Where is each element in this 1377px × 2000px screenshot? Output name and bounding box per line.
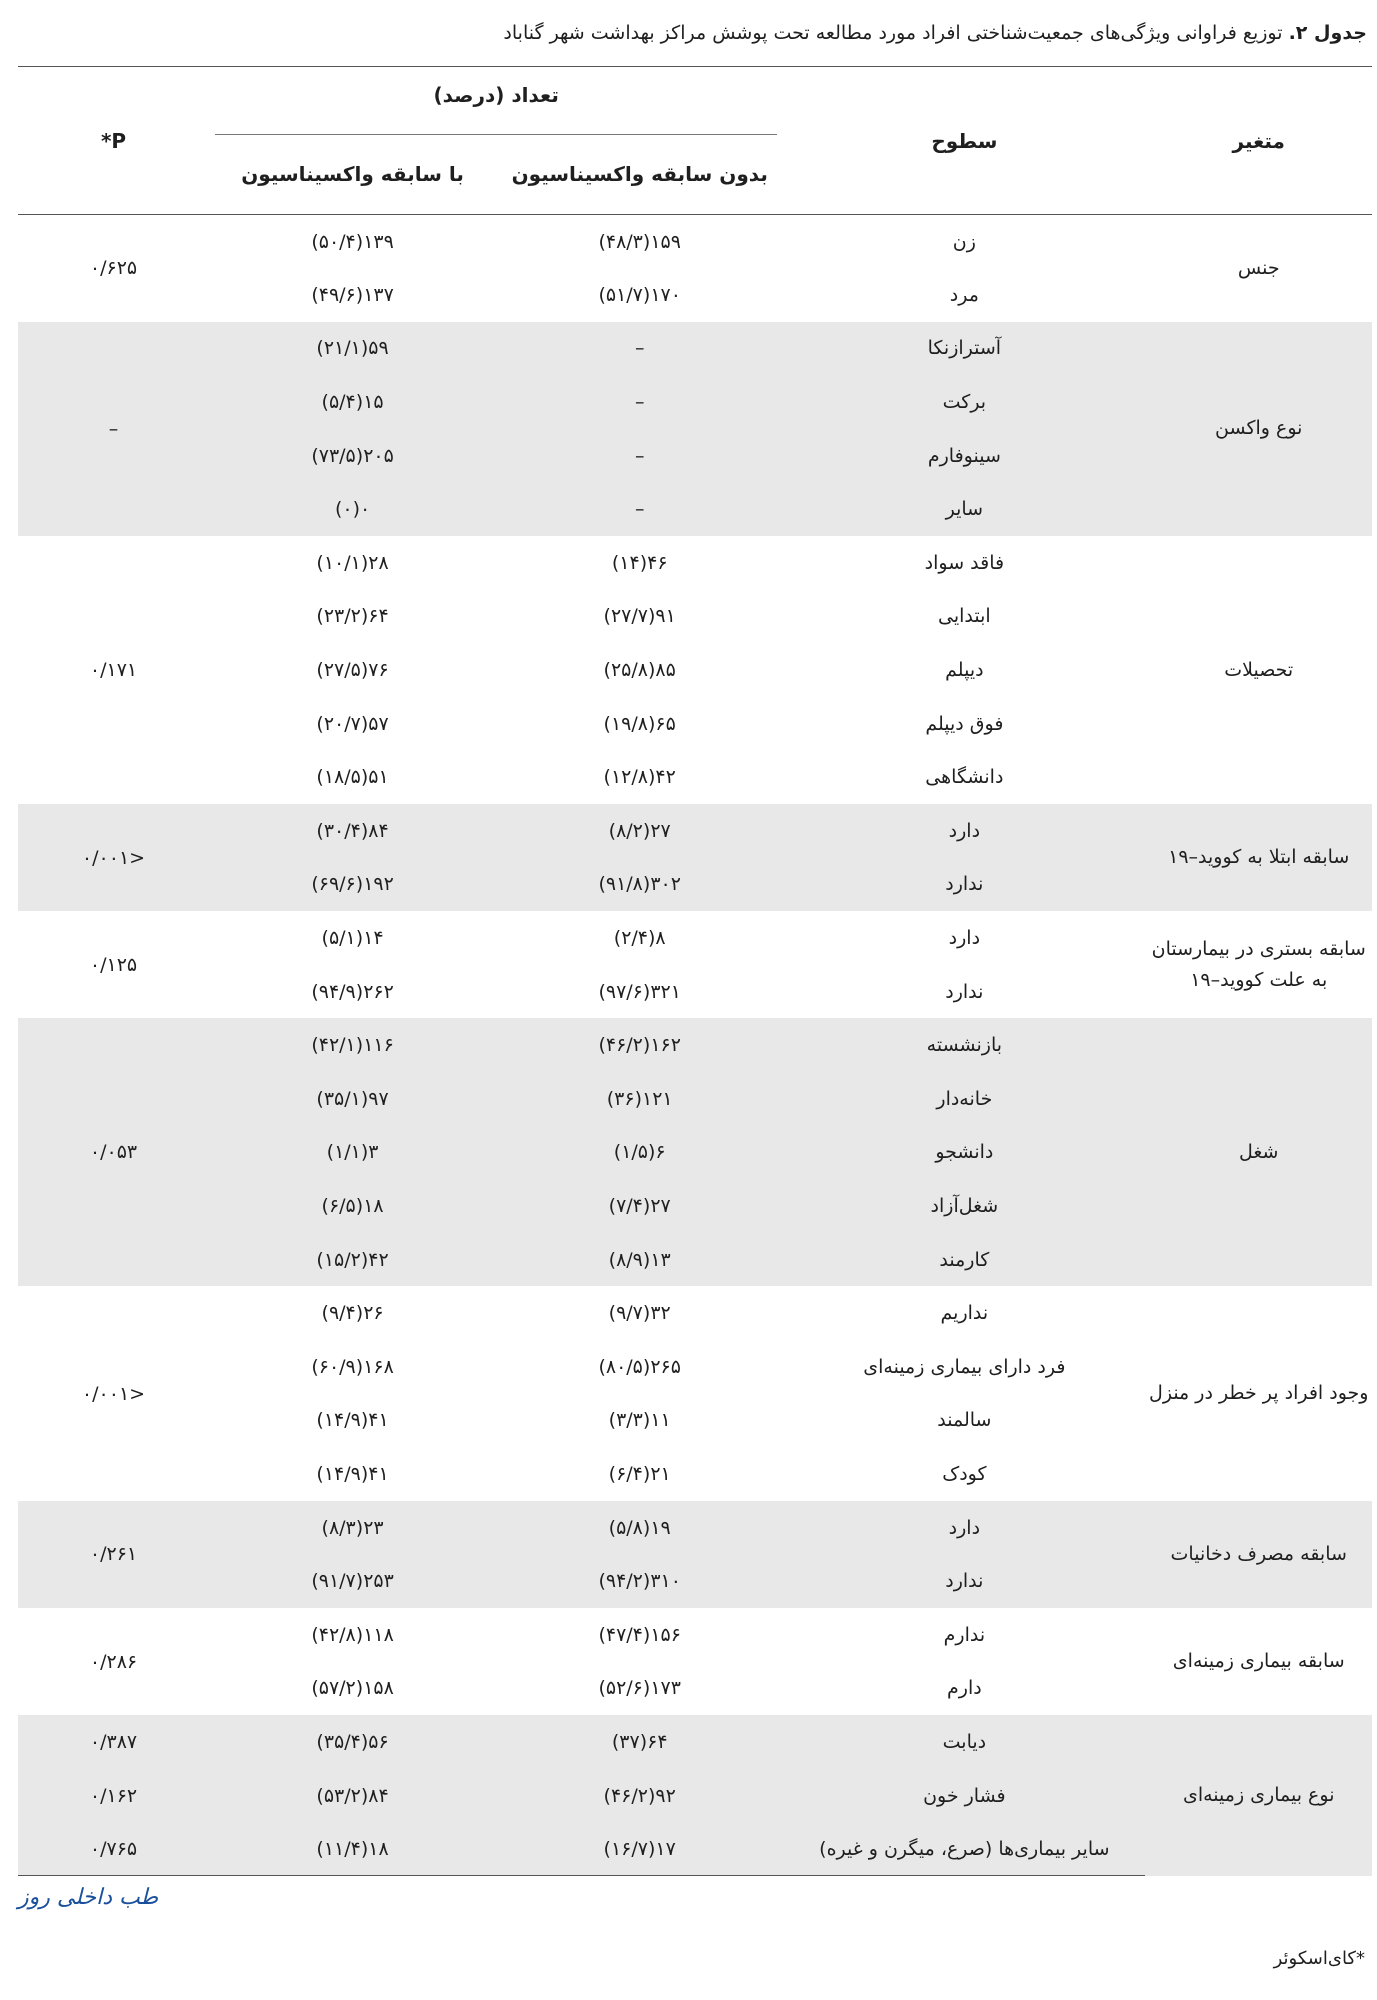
with-vaccination-cell: ۹۷(۳۵/۱) (209, 1072, 496, 1126)
level-cell: دارد (948, 927, 981, 950)
header-p: P* (18, 67, 209, 215)
table-row (18, 215, 1372, 269)
with-vaccination-cell: ۱۱۶(۴۲/۱) (209, 1018, 496, 1072)
header-count (209, 67, 783, 135)
without-vaccination-cell: ۹۲(۴۶/۲) (496, 1769, 783, 1823)
without-vaccination-cell: ۸(۲/۴) (613, 927, 666, 950)
without-vaccination-cell: ۳۲۱(۹۷/۶) (598, 980, 681, 1003)
p-value-cell: ۰/۶۲۵ (89, 257, 138, 280)
without-vaccination-cell: ۱۵۶(۴۷/۴) (598, 1623, 681, 1646)
header-without-vaccination: بدون سابقه واکسیناسیون (496, 135, 783, 215)
table-row (18, 536, 1372, 590)
without-vaccination-cell: ۱۵۹(۴۸/۳) (598, 230, 681, 253)
without-vaccination-cell: ۱۷۰(۵۱/۷) (598, 283, 681, 306)
without-vaccination-cell: ۴۶(۱۴) (611, 551, 668, 574)
with-vaccination-cell: ۶۴(۲۳/۲) (316, 605, 389, 628)
variable-cell: نوع واکسن (1145, 322, 1372, 536)
without-vaccination-cell: ۶(۱/۵) (496, 1126, 783, 1180)
header-with-vaccination: با سابقه واکسیناسیون (209, 135, 496, 215)
level-cell: دانشجو (783, 1126, 1145, 1180)
level-cell: ندارد (783, 858, 1145, 912)
with-vaccination-cell: ۱۸(۱۱/۴) (209, 1822, 496, 1876)
with-vaccination-cell: ۱۶۸(۶۰/۹) (311, 1355, 394, 1378)
level-cell: فشار خون (783, 1769, 1145, 1823)
table-row (18, 322, 1372, 376)
p-value-cell: ۰/۳۸۷ (18, 1715, 209, 1769)
with-vaccination-cell: ۰(۰) (209, 482, 496, 536)
with-vaccination-cell: ۵۷(۲۰/۷) (316, 712, 389, 735)
with-vaccination-cell: ۸۴(۵۳/۲) (209, 1769, 496, 1823)
without-vaccination-cell: ۳۰۲(۹۱/۸) (496, 858, 783, 912)
table-row (18, 804, 1372, 858)
with-vaccination-cell: ۷۶(۲۷/۵) (316, 659, 389, 682)
level-cell: شغل‌آزاد (783, 1179, 1145, 1233)
level-cell: سایر بیماری‌ها (صرع، میگرن و غیره) (783, 1822, 1145, 1876)
level-cell: فوق دیپلم (925, 712, 1004, 735)
with-vaccination-cell: ۳(۱/۱) (209, 1126, 496, 1180)
with-vaccination-cell: ۲۰۵(۷۳/۵) (209, 429, 496, 483)
p-value-cell: ۰/۷۶۵ (18, 1822, 209, 1876)
without-vaccination-cell: ۱۷(۱۶/۷) (496, 1822, 783, 1876)
with-vaccination-cell: ۲۸(۱۰/۱) (316, 551, 389, 574)
variable-cell: سابقه مصرف دخانیات (1145, 1501, 1372, 1608)
p-value-cell: ۰/۲۶۱ (18, 1501, 209, 1608)
level-cell: دارم (947, 1677, 982, 1700)
without-vaccination-cell: – (496, 482, 783, 536)
without-vaccination-cell: ۲۷(۸/۲) (496, 804, 783, 858)
variable-cell: وجود افراد پر خطر در منزل (1149, 1382, 1369, 1405)
without-vaccination-cell: ۳۲(۹/۷) (608, 1302, 671, 1325)
with-vaccination-cell: ۱۵(۵/۴) (209, 375, 496, 429)
variable-cell: سابقه ابتلا به کووید–۱۹ (1145, 804, 1372, 911)
journal-logo: طب داخلی روز (18, 1885, 159, 1910)
without-vaccination-cell: ۱۷۳(۵۲/۶) (598, 1677, 681, 1700)
without-vaccination-cell: ۱۳(۸/۹) (496, 1233, 783, 1287)
without-vaccination-cell: ۳۱۰(۹۴/۲) (496, 1554, 783, 1608)
level-cell: دانشگاهی (925, 766, 1004, 789)
header-variable: متغیر (1145, 67, 1372, 215)
with-vaccination-cell: ۱۳۹(۵۰/۴) (311, 230, 394, 253)
table-row (18, 911, 1372, 965)
p-value-cell: ۰/۰۵۳ (18, 1018, 209, 1286)
with-vaccination-cell: ۲۶۲(۹۴/۹) (311, 980, 394, 1003)
level-cell: زن (952, 230, 976, 253)
table-caption (27, 18, 1367, 48)
footnote: *کای‌اسکوئر (1273, 1948, 1365, 1969)
table-row (18, 1501, 1372, 1555)
without-vaccination-cell: ۱۶۲(۴۶/۲) (496, 1018, 783, 1072)
with-vaccination-cell: ۵۹(۲۱/۱) (209, 322, 496, 376)
table-row (18, 1608, 1372, 1662)
level-cell: برکت (783, 375, 1145, 429)
table-row (18, 1715, 1372, 1769)
level-cell: ندارم (943, 1623, 986, 1646)
without-vaccination-cell: ۸۵(۲۵/۸) (603, 659, 676, 682)
caption-text: توزیع فراوانی ویژگی‌های جمعیت‌شناختی افراد مورد مطالعه تحت پوشش مراکز بهداشت شهر گناباد (503, 22, 1289, 44)
p-value-cell: ۰/۱۷۱ (89, 659, 138, 682)
level-cell: ندارد (783, 1554, 1145, 1608)
without-vaccination-cell: ۶۵(۱۹/۸) (603, 712, 676, 735)
header-count-rule (215, 134, 777, 135)
without-vaccination-cell: ۲۱(۶/۴) (608, 1462, 671, 1485)
with-vaccination-cell: ۱۱۸(۴۲/۸) (311, 1623, 394, 1646)
with-vaccination-cell: ۲۳(۸/۳) (209, 1501, 496, 1555)
variable-cell: تحصیلات (1224, 658, 1294, 681)
without-vaccination-cell: – (496, 429, 783, 483)
level-cell: فرد دارای بیماری زمینه‌ای (863, 1355, 1066, 1378)
level-cell: کارمند (783, 1233, 1145, 1287)
p-value-cell: ۰/۱۶۲ (18, 1769, 209, 1823)
level-cell: سایر (783, 482, 1145, 536)
without-vaccination-cell: ۹۱(۲۷/۷) (603, 605, 676, 628)
without-vaccination-cell: ۱۲۱(۳۶) (496, 1072, 783, 1126)
p-value-cell: ۰/۱۲۵ (89, 953, 138, 976)
header-count-label: تعداد (درصد) (433, 82, 559, 107)
level-cell: بازنشسته (783, 1018, 1145, 1072)
header-levels: سطوح (783, 67, 1145, 215)
variable-cell: نوع بیماری زمینه‌ای (1145, 1715, 1372, 1876)
with-vaccination-cell: ۱۹۲(۶۹/۶) (209, 858, 496, 912)
level-cell: نداریم (940, 1302, 989, 1325)
level-cell: ندارد (945, 980, 984, 1003)
variable-cell: شغل (1145, 1018, 1372, 1286)
with-vaccination-cell: ۱۵۸(۵۷/۲) (311, 1677, 394, 1700)
level-cell: دارد (783, 1501, 1145, 1555)
without-vaccination-cell: ۲۶۵(۸۰/۵) (598, 1355, 681, 1378)
with-vaccination-cell: ۸۴(۳۰/۴) (209, 804, 496, 858)
table-row (18, 1286, 1372, 1340)
p-value-cell: <۰/۰۰۱ (81, 1382, 146, 1405)
level-cell: دیپلم (945, 659, 984, 682)
level-cell: فاقد سواد (924, 551, 1005, 574)
p-value-cell: ۰/۲۸۶ (89, 1650, 138, 1673)
p-value-cell: <۰/۰۰۱ (18, 804, 209, 911)
level-cell: ابتدایی (938, 605, 991, 628)
with-vaccination-cell: ۴۲(۱۵/۲) (209, 1233, 496, 1287)
without-vaccination-cell: ۶۴(۳۷) (496, 1715, 783, 1769)
with-vaccination-cell: ۱۳۷(۴۹/۶) (311, 283, 394, 306)
level-cell: مرد (949, 283, 979, 306)
without-vaccination-cell: ۱۹(۵/۸) (496, 1501, 783, 1555)
with-vaccination-cell: ۲۵۳(۹۱/۷) (209, 1554, 496, 1608)
p-value-cell: – (18, 322, 209, 536)
with-vaccination-cell: ۱۸(۶/۵) (209, 1179, 496, 1233)
variable-cell: سابقه بستری در بیمارستان به علت کووید–۱۹ (1151, 937, 1366, 991)
level-cell: سینوفارم (783, 429, 1145, 483)
with-vaccination-cell: ۱۴(۵/۱) (321, 927, 384, 950)
caption-label: جدول ۲. (1288, 22, 1367, 44)
table-row (18, 1018, 1372, 1072)
with-vaccination-cell: ۵۶(۳۵/۴) (209, 1715, 496, 1769)
with-vaccination-cell: ۴۱(۱۴/۹) (316, 1409, 389, 1432)
without-vaccination-cell: ۴۲(۱۲/۸) (603, 766, 676, 789)
variable-cell: سابقه بیماری زمینه‌ای (1172, 1650, 1345, 1673)
without-vaccination-cell: ۱۱(۳/۳) (608, 1409, 671, 1432)
level-cell: دارد (783, 804, 1145, 858)
without-vaccination-cell: – (496, 322, 783, 376)
level-cell: کودک (942, 1462, 987, 1485)
without-vaccination-cell: ۲۷(۷/۴) (496, 1179, 783, 1233)
with-vaccination-cell: ۵۱(۱۸/۵) (316, 766, 389, 789)
level-cell: خانه‌دار (783, 1072, 1145, 1126)
with-vaccination-cell: ۴۱(۱۴/۹) (316, 1462, 389, 1485)
level-cell: دیابت (783, 1715, 1145, 1769)
variable-cell: جنس (1237, 256, 1280, 279)
level-cell: آسترازنکا (783, 322, 1145, 376)
table-body (18, 215, 1372, 1876)
without-vaccination-cell: – (496, 375, 783, 429)
with-vaccination-cell: ۲۶(۹/۴) (321, 1302, 384, 1325)
demographics-table (18, 66, 1372, 1876)
level-cell: سالمند (937, 1409, 992, 1432)
